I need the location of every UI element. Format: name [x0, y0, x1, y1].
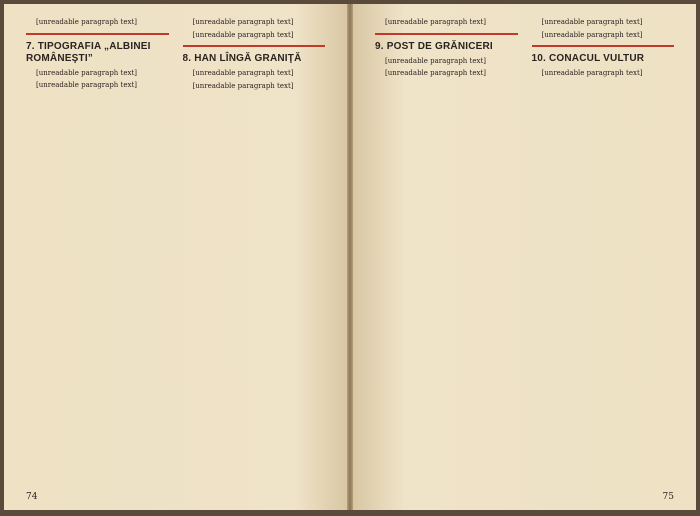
paragraph: [unreadable paragraph text]	[36, 18, 137, 26]
right-col-1	[375, 18, 518, 476]
right-col-2	[532, 18, 675, 476]
right-page	[353, 4, 696, 510]
left-col-2	[183, 18, 326, 476]
left-page	[4, 4, 347, 510]
section-rule	[375, 33, 518, 35]
section-rule	[532, 45, 675, 47]
page-number-right: 75	[662, 492, 674, 502]
paragraph: [unreadable paragraph text]	[192, 30, 294, 39]
paragraph: [unreadable paragraph text]	[192, 81, 294, 90]
paragraph: [unreadable paragraph text]	[36, 68, 137, 77]
section-heading-7: 7. TIPOGRAFIA „ALBINEI ROMÂNEŞTI”	[26, 40, 151, 64]
section-heading-9: 9. POST DE GRĂNICERI	[375, 40, 493, 52]
paragraph: [unreadable paragraph text]	[385, 69, 486, 78]
page-number-left: 74	[26, 492, 38, 502]
paragraph: [unreadable paragraph text]	[385, 18, 486, 26]
right-page-columns	[375, 18, 674, 476]
paragraph: [unreadable paragraph text]	[385, 56, 486, 65]
section-heading-10: 10. CONACUL VULTUR	[531, 53, 645, 65]
section-heading-8: 8. HAN LÎNGĂ GRANIŢĂ	[182, 53, 302, 65]
paragraph: [unreadable paragraph text]	[541, 18, 643, 26]
paragraph: [unreadable paragraph text]	[192, 69, 294, 78]
left-col-1	[26, 18, 169, 476]
paragraph: [unreadable paragraph text]	[192, 18, 294, 26]
paragraph: [unreadable paragraph text]	[36, 81, 137, 90]
section-rule	[183, 45, 326, 47]
left-page-columns	[26, 18, 325, 476]
paragraph: [unreadable paragraph text]	[541, 30, 643, 39]
section-rule	[26, 33, 169, 35]
paragraph: [unreadable paragraph text]	[541, 69, 643, 78]
